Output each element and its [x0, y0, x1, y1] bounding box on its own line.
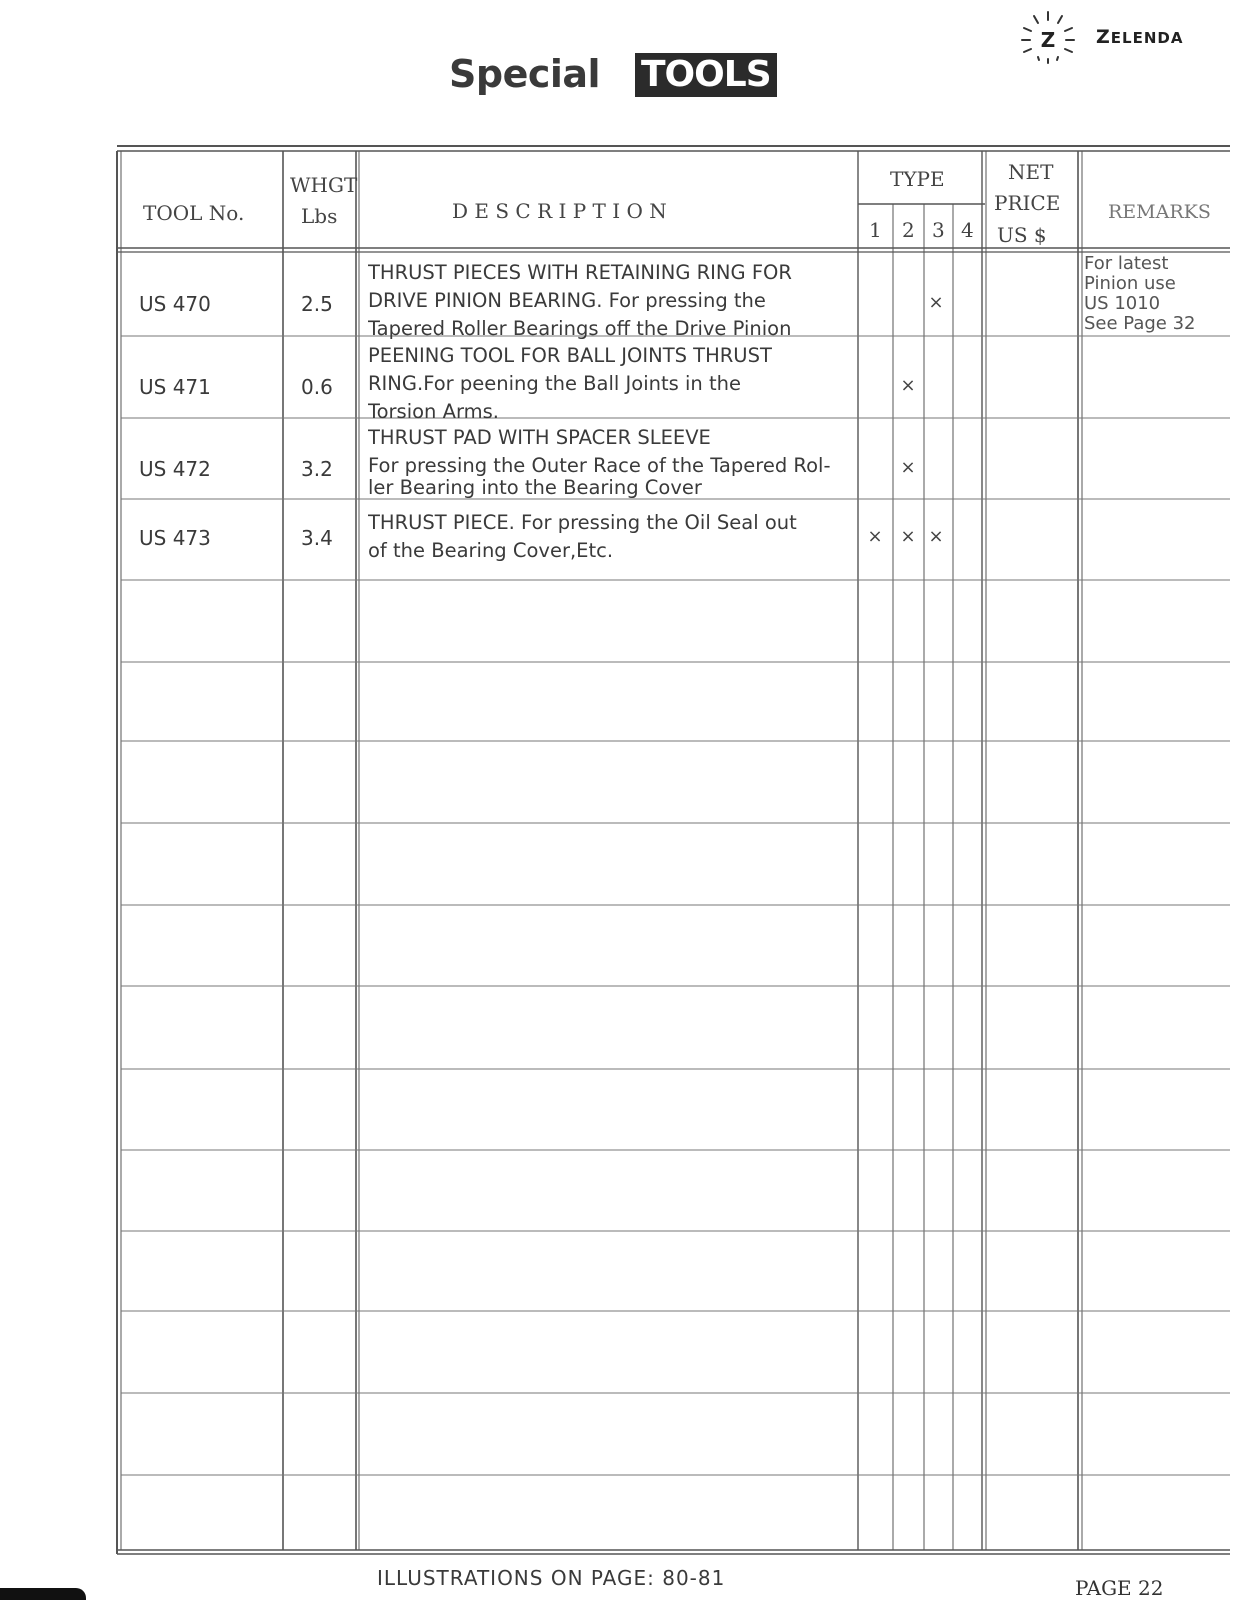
- row-4-weight: 3.4: [301, 526, 333, 550]
- header-price: PRICE: [994, 191, 1061, 215]
- row-4-description-line: of the Bearing Cover,Etc.: [368, 539, 614, 562]
- row-3-description-line: ler Bearing into the Bearing Cover: [368, 476, 702, 499]
- header-type: TYPE: [890, 167, 945, 191]
- row-4-type-2-mark: ×: [900, 526, 916, 547]
- row-4-description-line: THRUST PIECE. For pressing the Oil Seal out: [368, 511, 797, 534]
- row-3-tool-no: US 472: [139, 457, 211, 481]
- row-1-description-line: DRIVE PINION BEARING. For pressing the: [368, 289, 766, 312]
- row-2-type-2-mark: ×: [900, 375, 916, 396]
- header-description: D E S C R I P T I O N: [452, 199, 667, 223]
- title-special: Special: [449, 52, 601, 96]
- row-4-description: [368, 509, 856, 565]
- binder-tab: [0, 1588, 86, 1600]
- page-number: PAGE 22: [1075, 1576, 1164, 1600]
- header-type-3: 3: [932, 218, 945, 242]
- header-weight-unit: Lbs: [301, 204, 338, 228]
- header-price-unit: US $: [997, 223, 1047, 247]
- remarks-line: For latest: [1084, 253, 1169, 274]
- row-2-weight: 0.6: [301, 375, 333, 399]
- header-type-2: 2: [902, 218, 915, 242]
- header-net: NET: [1008, 160, 1054, 184]
- row-2-description-line: RING.For peening the Ball Joints in the: [368, 372, 741, 395]
- header-tool-no: TOOL No.: [143, 201, 245, 225]
- brand-initial: Z: [1096, 26, 1111, 48]
- logo-letter: Z: [1040, 28, 1056, 52]
- row-2-description: [368, 342, 856, 426]
- row-1-description: [368, 259, 856, 343]
- illustrations-note: ILLUSTRATIONS ON PAGE: 80-81: [377, 1566, 726, 1590]
- brand-rest: ELENDA: [1110, 29, 1184, 47]
- header-remarks: REMARKS: [1108, 201, 1211, 223]
- row-4-type-1-mark: ×: [867, 526, 883, 547]
- title-tools: TOOLS: [635, 53, 777, 97]
- row-3-description-line: For pressing the Outer Race of the Tapered Rol-: [368, 454, 831, 477]
- row-3-type-2-mark: ×: [900, 457, 916, 478]
- row-1-remarks: [1084, 254, 1228, 334]
- row-2-description-line: PEENING TOOL FOR BALL JOINTS THRUST: [368, 344, 772, 367]
- remarks-line: Pinion use: [1084, 273, 1176, 294]
- row-1-tool-no: US 470: [139, 292, 211, 316]
- row-1-description-line: THRUST PIECES WITH RETAINING RING FOR: [368, 261, 792, 284]
- row-1-type-3-mark: ×: [928, 292, 944, 313]
- remarks-line: See Page 32: [1084, 313, 1196, 334]
- remarks-line: US 1010: [1084, 293, 1161, 314]
- header-type-1: 1: [869, 218, 882, 242]
- row-4-type-3-mark: ×: [928, 526, 944, 547]
- row-3-description-line: THRUST PAD WITH SPACER SLEEVE: [368, 426, 711, 449]
- row-1-description-line: Tapered Roller Bearings off the Drive Pinion: [368, 317, 792, 340]
- row-1-weight: 2.5: [301, 292, 333, 316]
- row-3-description: [368, 424, 856, 502]
- row-2-description-line: Torsion Arms.: [368, 400, 499, 423]
- row-2-tool-no: US 471: [139, 375, 211, 399]
- row-3-weight: 3.2: [301, 457, 333, 481]
- header-type-4: 4: [961, 218, 974, 242]
- header-weight: WHGT: [290, 173, 358, 197]
- row-4-tool-no: US 473: [139, 526, 211, 550]
